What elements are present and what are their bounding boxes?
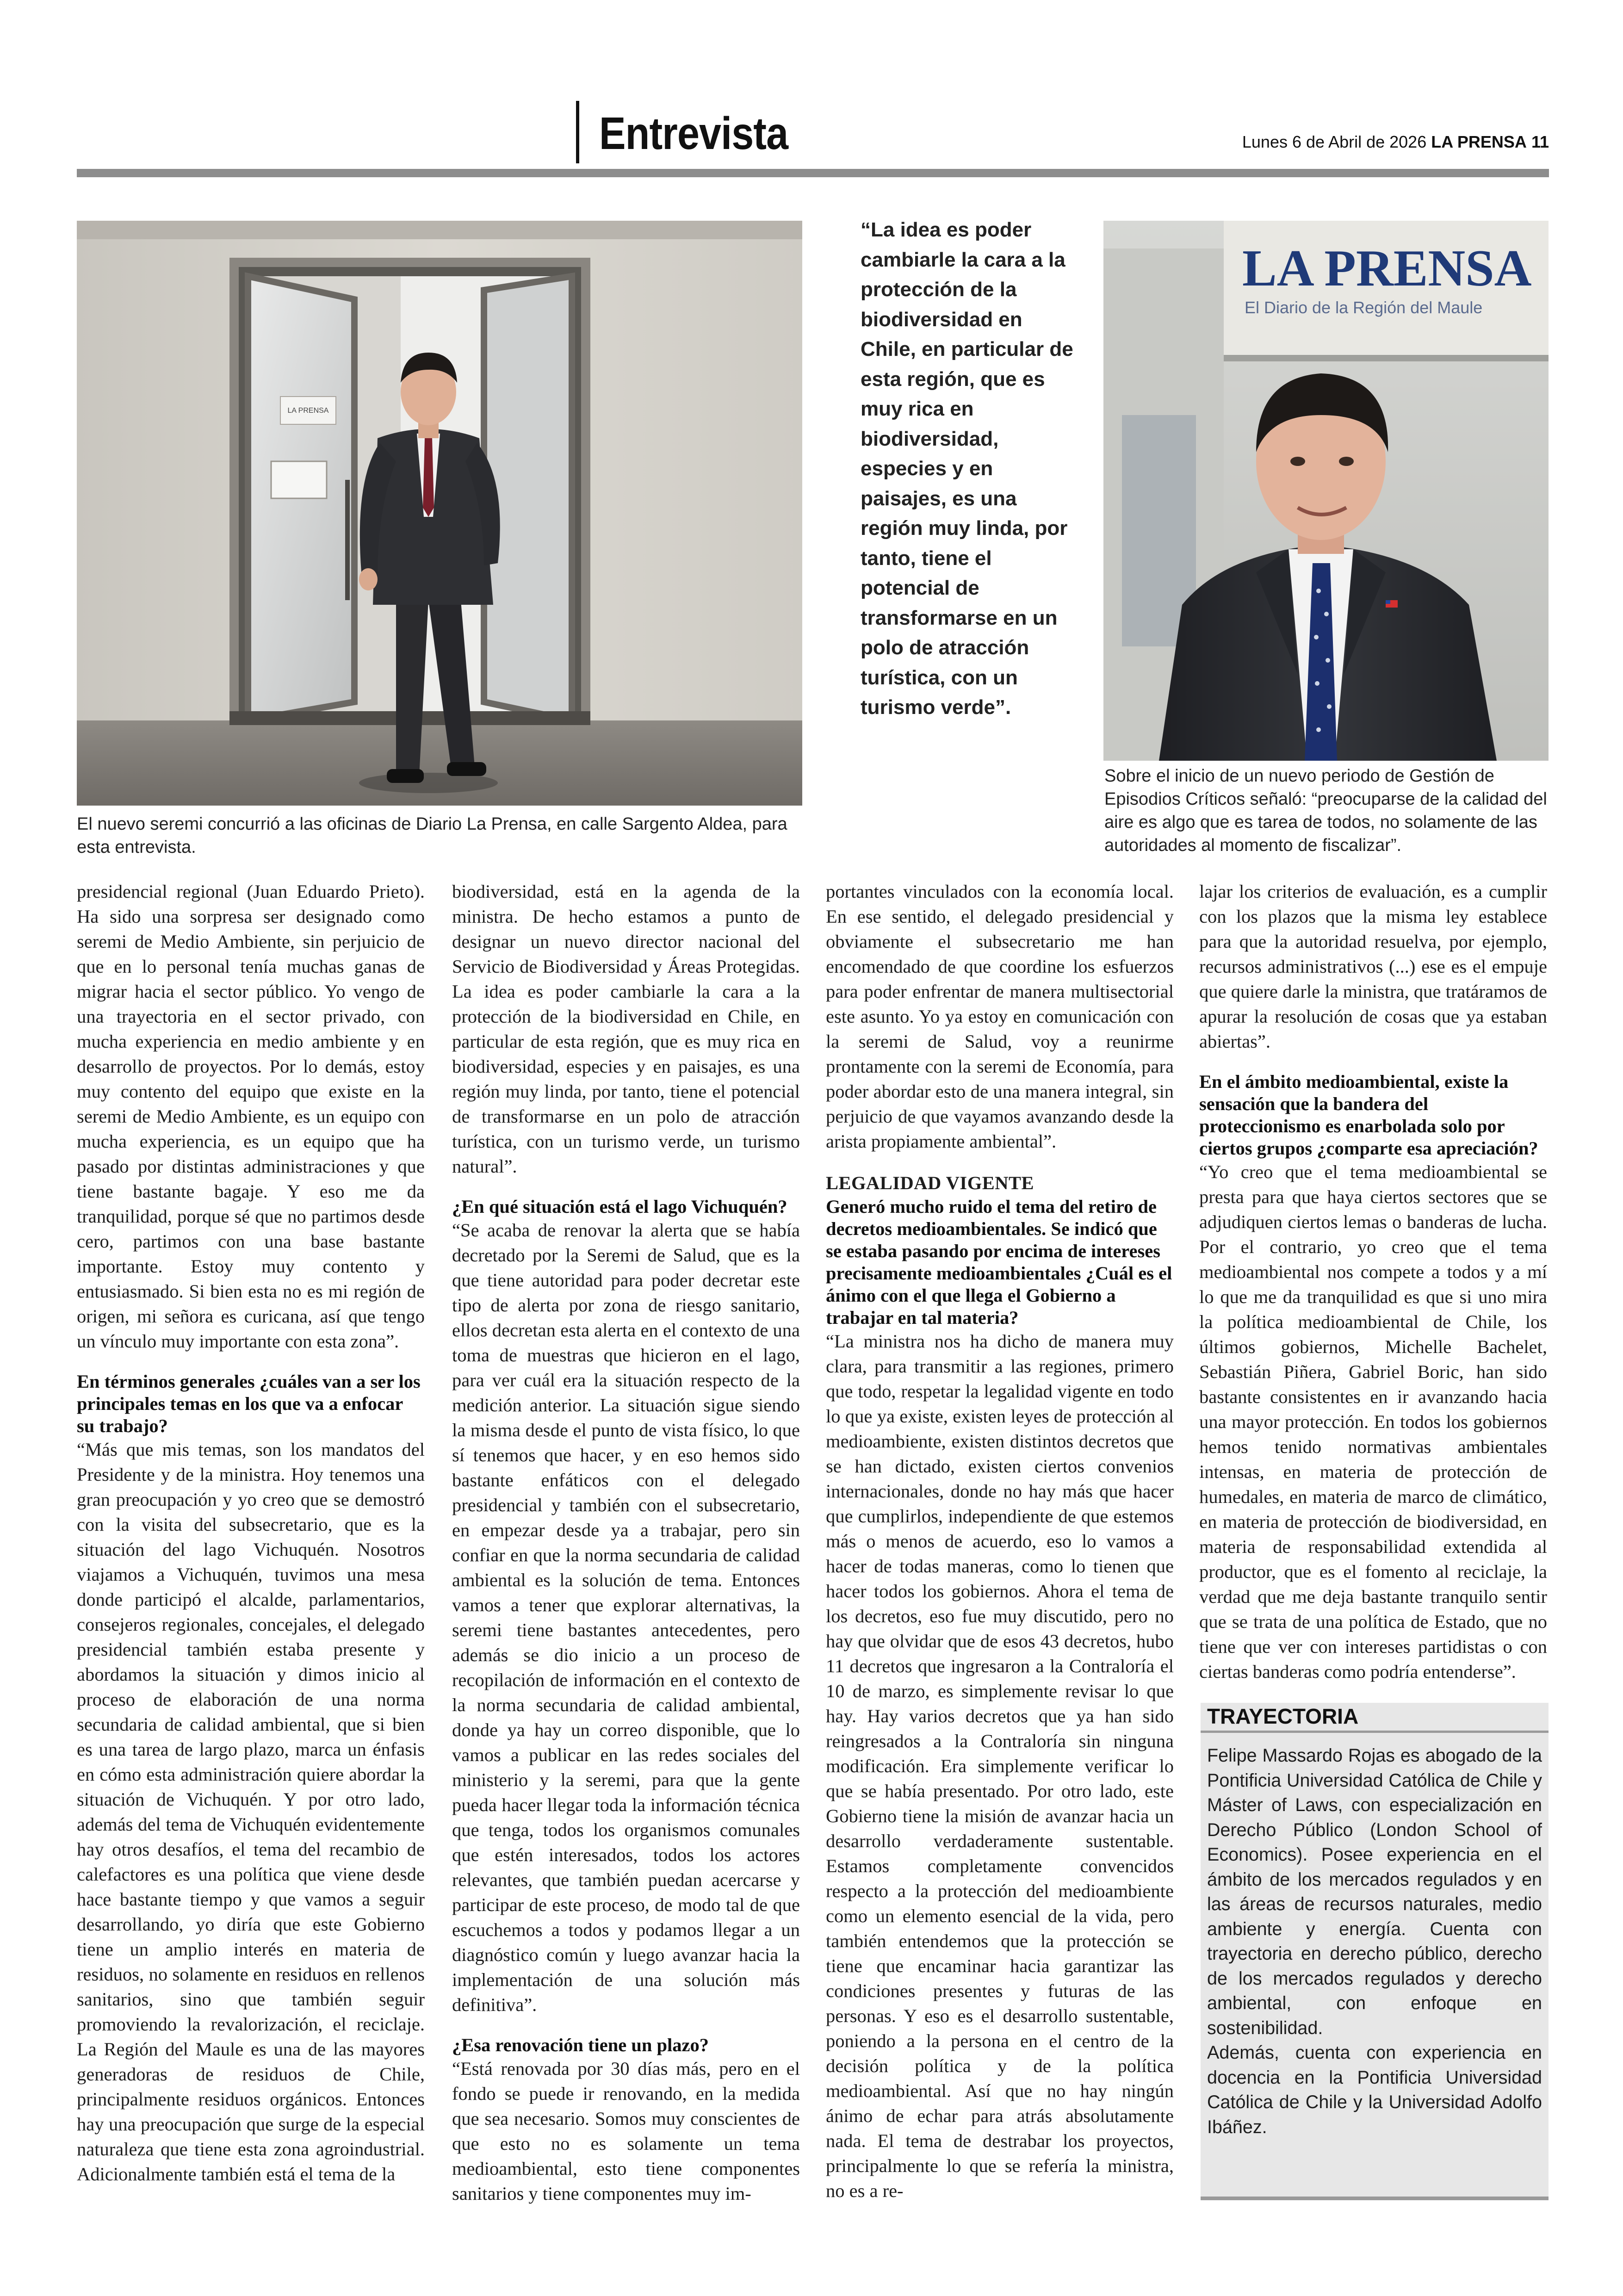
text-column-4 [1199, 879, 1547, 1684]
paragraph: “Se acaba de renovar la alerta que se había decretado por la Seremi de Salud, que es la que tiene autoridad para poder decretar este tipo de alerta por zona de riesgo sanitario, ellos decretan esta alerta en el contexto de una toma de muestras que hicieron en el lago, para ver cuál era la situación respecto de la medición anterior. La situación sigue siendo la misma desde el punto de vista físico, lo que sí tenemos que hacer, y en eso hemos sido bastante enfáticos con el delegado presidencial y también con el subsecretario, en empezar desde ya a trabajar, pero sin confiar en que la norma secundaria de calidad ambiental es la solución de tema. Entonces vamos a tener que explorar alternativas, la seremi tiene bastantes antecedentes, pero además se dio inicio a un proceso de recopilación de información en el contexto de la norma secundaria de calidad ambiental, donde ya hay un correo disponible, que lo vamos a publicar en las redes sociales del ministerio y la seremi, para que la gente pueda hacer llegar toda la información técnica que tenga, todos los organismos comunales que estén interesados, todos los actores relevantes, que también puedan acercarse y participar de este proceso, de modo tal de que escuchemos a todos y podamos llegar a un diagnóstico común y luego avanzar hacia la implementación de una solución más definitiva”. [452, 1220, 800, 2015]
photo-seremi-portrait [1103, 221, 1549, 761]
bio-box [1201, 1703, 1549, 2200]
pull-quote: “La idea es poder cambiarle la cara a la protección de la biodiversidad en Chile, en particular de esta región, que es muy rica en biodiversidad, especies y en paisajes, es una región muy linda, por tanto, tiene el potencial de transformarse en un polo de atracción turística, con un turismo verde”. [861, 218, 1073, 719]
paragraph: presidencial regional (Juan Eduardo Prieto). Ha sido una sorpresa ser designado como seremi de Medio Ambiente, sin perjuicio de que en lo personal tenía muchas ganas de migrar hacia el sector público. Yo vengo de una trayectoria en el sector privado, con mucha experiencia en medio ambiente y en desarrollo de proyectos. Por lo demás, estoy muy contento del equipo que existe en la seremi de Medio Ambiente, es un equipo con mucha experiencia, es un equipo que ha pasado por distintas administraciones y que tiene bastante bagaje. Y eso me da tranquilidad, porque sé que no partimos desde cero, partimos con una base bastante importante. Estoy muy contento y entusiasmado. Si bien esta no es mi región de origen, mi señora es curicana, así que tengo un vínculo muy importante con esta zona”. [77, 881, 425, 1352]
page-number: 11 [1531, 132, 1549, 151]
header-divider [576, 101, 579, 163]
photo-seremi-at-door [77, 221, 802, 806]
bio-bottom-rule [1201, 2197, 1549, 2200]
sign-title: LA PRENSA [1242, 240, 1532, 297]
text-column-1 [77, 879, 425, 2187]
issue-date: Lunes 6 de Abril de 2026 [1242, 132, 1427, 151]
bio-paragraph: Felipe Massardo Rojas es abogado de la Pontificia Universidad Católica de Chile y Máster of Laws, con especialización en Derecho Público (London School of Economics). Posee experiencia en el ámbito de los mercados regulados y en las áreas de recursos naturales, medio ambiente y energía. Cuenta con trayectoria en derecho público, derecho de los mercados regulados y derecho ambiental, con enfoque en sostenibilidad. [1207, 1745, 1542, 2038]
header-dateline [1242, 132, 1549, 152]
paragraph: “Yo creo que el tema medioambiental se presta para que haya ciertos sectores que se adjudiquen ciertos lemas o banderas de lucha. Por el contrario, yo creo que el tema medioambiental nos compete a todos y a mí lo que me da tranquilidad es que si uno mira la política medioambiental de Chile, los últimos gobiernos, Michelle Bachelet, Sebastián Piñera, Gabriel Boric, han sido bastante consistentes en ir avanzando hacia una mayor protección. En todos los gobiernos hemos tenido normativas ambientales intensas, en materia de protección de humedales, en materia de marco de climático, en materia de protección de biodiversidad, en materia de responsabilidad extendida al productor, que es el fomento al reciclaje, la verdad que me deja bastante tranquilo sentir que se trata de una política de Estado, que no tiene que ver con intereses partidistas o con ciertas banderas como podría entenderse”. [1199, 1161, 1547, 1682]
sign-subtitle: El Diario de la Región del Maule [1245, 298, 1483, 317]
interview-question: En términos generales ¿cuáles van a ser los principales temas en los que va a enfocar su trabajo? [77, 1371, 421, 1436]
paragraph: biodiversidad, está en la agenda de la ministra. De hecho estamos a punto de designar un nuevo director nacional del Servicio de Biodiversidad y Áreas Protegidas. La idea es poder cambiarle la cara a la protección de la biodiversidad en Chile, en particular de esta región, que es muy rica en biodiversidad, especies y en paisajes, es una región muy linda, por tanto, tiene el potencial de transformarse en un polo de atracción turística, con un turismo verde, un turismo natural”. [452, 881, 800, 1177]
photo-caption-left: El nuevo seremi concurrió a las oficinas de Diario La Prensa, en calle Sargento Aldea, para esta entrevista. [77, 814, 787, 857]
paragraph: portantes vinculados con la economía local. En ese sentido, el delegado presidencial y obviamente el subsecretario me han encomendado de que coordine los esfuerzos para poder enfrentar de manera multisectorial este asunto. Yo ya estoy en comunicación con la seremi de Salud, voy a reunirme prontamente con la seremi de Economía, para poder abordar esto de una manera integral, sin perjuicio de que vayamos avanzando desde la arista propiamente ambiental”. [826, 881, 1174, 1152]
bio-text [1207, 1744, 1542, 2140]
subheading: LEGALIDAD VIGENTE [826, 1173, 1034, 1193]
bio-title: TRAYECTORIA [1201, 1703, 1288, 1730]
header-rule [77, 169, 1549, 177]
interview-question: Generó mucho ruido el tema del retiro de decretos medioambientales. Se indicó que se estaba pasando por encima de intereses precisamente medioambientales ¿Cuál es el ánimo con el que llega el Gobierno a trabajar en tal materia? [826, 1196, 1172, 1328]
bio-paragraph: Además, cuenta con experiencia en docencia en la Pontificia Universidad Católica de Chile y la Universidad Adolfo Ibáñez. [1207, 2042, 1542, 2137]
interview-question: En el ámbito medioambiental, existe la sensación que la bandera del proteccionismo es enarbolada solo por ciertos grupos ¿comparte esa apreciación? [1199, 1071, 1538, 1159]
paragraph: “La ministra nos ha dicho de manera muy clara, para transmitir a las regiones, primero que todo, respetar la legalidad vigente en todo lo que ya existe, existen leyes de protección al medioambiente, existen distintos decretos que se han dictado, existen ciertos convenios internacionales, donde no hay más que hacer que cumplirlos, independiente de que estemos más o menos de acuerdo, eso lo vamos a hacer de todas maneras, como lo tienen que hacer todos los gobiernos. Ahora el tema de los decretos, eso fue muy discutido, pero no hay que olvidar que de esos 43 decretos, hubo 11 decretos que ingresaron a la Contraloría el 10 de marzo, es simplemente revisar lo que hay. Hay varios decretos que ya han sido reingresados a la Contraloría sin ninguna modificación. Era simplemente verificar lo que se había presentado. Por otro lado, este Gobierno tiene la misión de avanzar hacia un desarrollo verdaderamente sustentable. Estamos completamente convencidos respecto a la protección del medioambiente como un elemento esencial de la vida, pero también entendemos que la protección se tiene que encaminar hacia garantizar las condiciones presentes y futuras de las personas. Y eso es el desarrollo sustentable, poniendo a la persona en el centro de la decisión política y de la política medioambiental. Así que no hay ningún ánimo de echar para atrás absolutamente nada. El tema de destrabar los proyectos, principalmente lo que se refería la ministra, no es a re- [826, 1331, 1174, 2201]
bio-rule [1201, 1731, 1549, 1733]
door-sign-text: LA PRENSA [287, 407, 329, 415]
paper-name: LA PRENSA [1431, 132, 1527, 151]
section-title: Entrevista [599, 108, 788, 159]
text-column-3 [826, 879, 1174, 2203]
photo-caption-right: Sobre el inicio de un nuevo periodo de Gestión de Episodios Críticos señaló: “preocuparse de la calidad del aire es algo que es tarea de todos, no solamente de las autoridades al momento de fiscalizar”. [1104, 766, 1547, 855]
paragraph: lajar los criterios de evaluación, es a cumplir con los plazos que la misma ley establece para que la autoridad resuelva, por ejemplo, recursos administrativos (...) ese es el empuje que quiere darle la ministra, que tratáramos de apurar la resolución de cosas que ya estaban abiertas”. [1199, 881, 1547, 1052]
interview-question: ¿En qué situación está el lago Vichuquén? [452, 1196, 787, 1217]
text-column-2 [452, 879, 800, 2206]
paragraph: “Más que mis temas, son los mandatos del Presidente y de la ministra. Hoy tenemos una gran preocupación y yo creo que se demostró con la visita del subsecretario, que es la situación del lago Vichuquén. Nosotros viajamos a Vichuquén, tuvimos una mesa donde participó el alcalde, parlamentarios, consejeros regionales, concejales, el delegado presidencial también estaba presente y abordamos la situación y dimos inicio al proceso de elaboración de una norma secundaria de calidad ambiental, que si bien es una tarea de largo plazo, marca un énfasis en cómo esta administración quiere abordar la situación de Vichuquén. Y por otro lado, además del tema de Vichuquén evidentemente hay otros desafíos, el tema del recambio de calefactores es una política que viene desde hace bastante tiempo y que vamos a seguir desarrollando, yo diría que este Gobierno tiene un amplio interés en materia de residuos, no solamente en residuos en rellenos sanitarios, sino que también seguir promoviendo la revalorización, el reciclaje. La Región del Maule es una de las mayores generadoras de residuos de Chile, principalmente residuos orgánicos. Entonces hay una preocupación que surge de la especial naturaleza que tiene esta zona agroindustrial. Adicionalmente también está el tema de la [77, 1439, 425, 2184]
paragraph: “Está renovada por 30 días más, pero en el fondo se puede ir renovando, en la medida que sea necesario. Somos muy conscientes de que esto no es solamente un tema medioambiental, esto tiene componentes sanitarios y tiene componentes muy im- [452, 2058, 800, 2204]
interview-question: ¿Esa renovación tiene un plazo? [452, 2035, 709, 2055]
